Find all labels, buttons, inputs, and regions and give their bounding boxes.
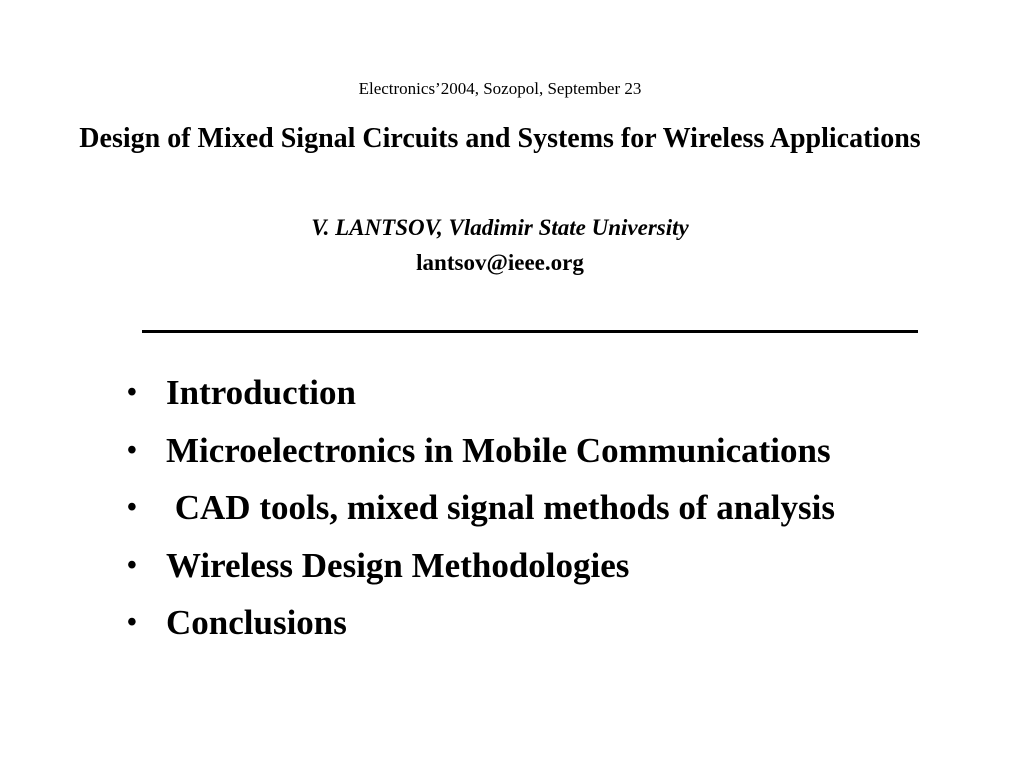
author-email: lantsov@ieee.org [416,250,584,275]
slide-title: Design of Mixed Signal Circuits and Systems for Wireless Applications [79,123,921,154]
outline-item [0,594,1024,652]
outline-item [0,422,1024,480]
outline-list [0,364,1024,652]
outline-item-label: CAD tools, mixed signal methods of analysis [166,488,835,527]
outline-item [0,479,1024,537]
outline-item [0,537,1024,595]
outline-item-label: Microelectronics in Mobile Communications [166,430,831,470]
bullet-icon: • [127,607,137,638]
outline-item-label: Conclusions [166,603,347,642]
bullet-icon: • [127,434,137,466]
bullet-icon: • [127,377,137,408]
bullet-icon: • [127,492,137,523]
conference-line: Electronics’2004, Sozopol, September 23 [358,79,642,98]
outline-item-label: Introduction [166,373,356,412]
horizontal-divider [142,330,918,333]
author-line: V. LANTSOV, Vladimir State University [311,215,689,240]
outline-item-label: Wireless Design Methodologies [166,545,630,585]
bullet-icon: • [127,549,137,581]
outline-item [0,364,1024,422]
